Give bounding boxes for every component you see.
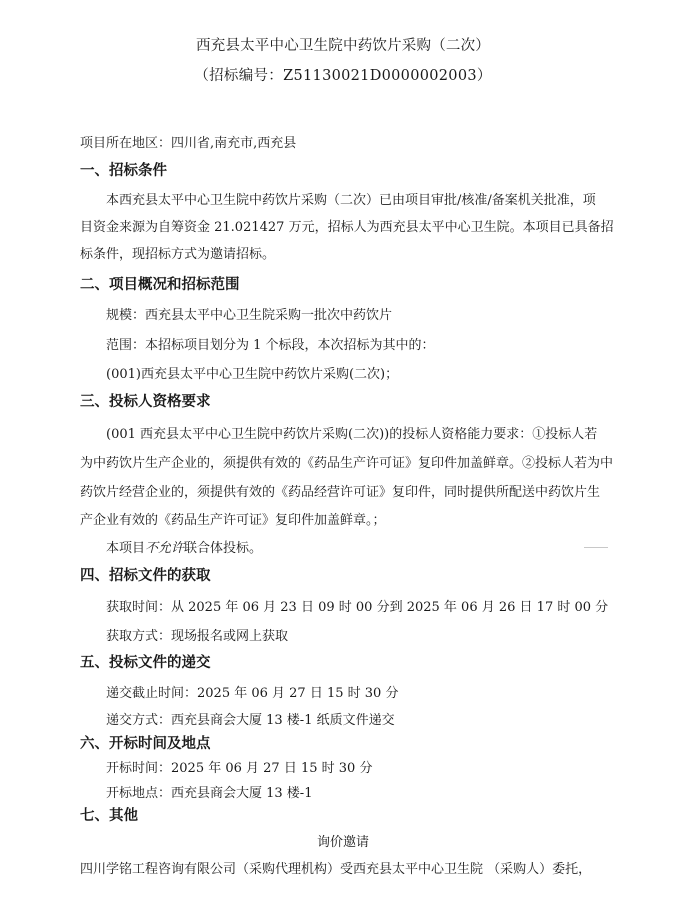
project-lot: (001)西充县太平中心卫生院中药饮片采购(二次)； [106, 367, 399, 382]
project-scale: 规模：西充县太平中心卫生院采购一批次中药饮片 [106, 308, 393, 323]
section-3-heading: 三、投标人资格要求 [80, 394, 211, 410]
section-3-line-2: 为中药饮片生产企业的，须提供有效的《药品生产许可证》复印件加盖鲜章。②投标人若为中 [80, 456, 614, 471]
section-3-line-3: 药饮片经营企业的，须提供有效的《药品经营许可证》复印件，同时提供所配送中药饮片生 [80, 485, 601, 500]
section-7-line-1: 四川学铭工程咨询有限公司（采购代理机构）受西充县太平中心卫生院 （采购人）委托， [80, 862, 592, 877]
joint-bidding-note [106, 542, 262, 555]
document-title: 西充县太平中心卫生院中药饮片采购（二次） [196, 38, 490, 54]
section-1-line-1: 本西充县太平中心卫生院中药饮片采购（二次）已由项目审批/核准/备案机关批准，项 [106, 193, 596, 208]
section-3-line-1: (001 西充县太平中心卫生院中药饮片采购(二次))的投标人资格能力要求：①投标人若 [106, 427, 598, 442]
inquiry-invitation-title: 询价邀请 [316, 835, 369, 850]
document-acquisition-method: 获取方式：现场报名或网上获取 [106, 629, 289, 644]
joint-bidding-suffix: 联合体投标。 [184, 541, 263, 556]
document-acquisition-time: 获取时间：从 2025 年 06 月 23 日 09 时 00 分到 2025 年 06 月 26 日 17 时 00 分 [106, 600, 609, 615]
submission-deadline: 递交截止时间：2025 年 06 月 27 日 15 时 30 分 [106, 686, 399, 701]
section-3-line-4: 产企业有效的《药品生产许可证》复印件加盖鲜章。； [80, 513, 386, 528]
section-1-heading: 一、招标条件 [80, 163, 167, 179]
project-scope: 范围：本招标项目划分为 1 个标段，本次招标为其中的： [106, 338, 435, 353]
section-1-line-3: 标条件，现招标方式为邀请招标。 [80, 247, 276, 262]
section-2-heading: 二、项目概况和招标范围 [80, 277, 240, 293]
section-5-heading: 五、投标文件的递交 [80, 655, 211, 671]
scan-smudge [584, 547, 608, 548]
bid-opening-place: 开标地点：西充县商会大厦 13 楼-1 [106, 786, 313, 801]
section-1-line-2: 目资金来源为自筹资金 21.021427 万元，招标人为西充县太平中心卫生院。本项目已具备招 [80, 220, 614, 235]
tender-number: （招标编号：Z51130021D0000002003） [194, 68, 492, 84]
joint-bidding-prefix: 本项目 [106, 541, 146, 556]
submission-method: 递交方式：西充县商会大厦 13 楼-1 纸质文件递交 [106, 713, 395, 728]
project-region: 项目所在地区：四川省,南充市,西充县 [80, 136, 297, 151]
section-6-heading: 六、开标时间及地点 [80, 736, 211, 752]
section-7-heading: 七、其他 [80, 808, 138, 824]
joint-bidding-not-allowed: 不允许 [145, 541, 185, 556]
bid-opening-time: 开标时间：2025 年 06 月 27 日 15 时 30 分 [106, 761, 373, 776]
section-4-heading: 四、招标文件的获取 [80, 568, 211, 584]
